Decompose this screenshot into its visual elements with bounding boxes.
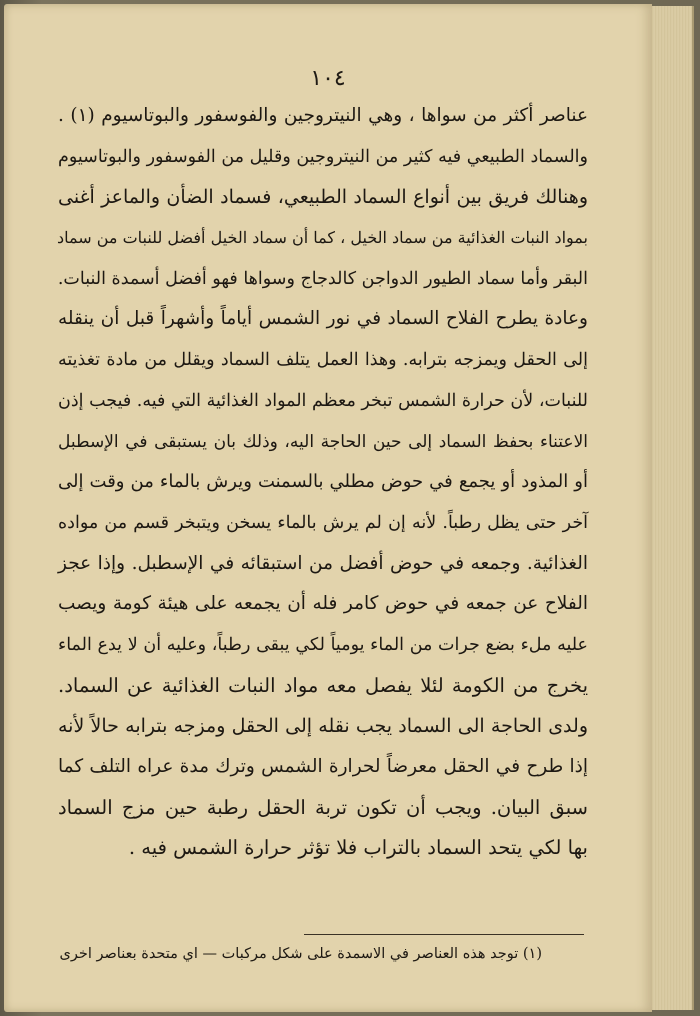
text-line: الفلاح عن جمعه في حوض كامر فله أن يجمعه على هيئة كومة ويصب: [58, 593, 588, 615]
text-line: إلى الحقل ويمزجه بترابه. وهذا العمل يتلف السماد ويقلل من مادة تغذيته: [58, 350, 588, 371]
text-line: عناصر أكثر من سواها ، وهي النيتروجين والفوسفور والبوتاسيوم (١) .: [58, 105, 588, 126]
text-line: بها لكي يتحد السماد بالتراب فلا تؤثر حرارة الشمس فيه .: [128, 836, 588, 860]
page-edges: [652, 6, 694, 1010]
text-line: والسماد الطبيعي فيه كثير من النيتروجين وقليل من الفوسفور والبوتاسيوم: [58, 146, 588, 167]
text-line: بمواد النبات الغذائية من سماد الخيل ، كما أن سماد الخيل أفضل للنبات من سماد: [56, 228, 588, 248]
text-line: عليه ملء بضع جرات من الماء يومياً لكي يبقى رطباً، وعليه أن لا يدع الماء: [58, 634, 588, 655]
text-line: وعادة يطرح الفلاح السماد في نور الشمس أياماً وأشهراً قبل أن ينقله: [58, 308, 588, 330]
text-line: البقر وأما سماد الطيور الدواجن كالدجاج وسواها فهو أفضل أسمدة النبات.: [57, 268, 588, 289]
text-line: إذا طرح في الحقل معرضاً لحرارة الشمس وترك مدة عراه التلف كما: [58, 756, 588, 777]
text-line: آخر حتى يظل رطباً. لأنه إن لم يرش بالماء يسخن ويتبخر قسم من مواده: [58, 512, 588, 533]
text-line: أو المذود أو يجمع في حوض مطلي بالسمنت ويرش بالماء من وقت إلى: [58, 471, 588, 493]
text-line: يخرج من الكومة لئلا يفصل معه مواد النبات الغذائية عن السماد.: [58, 673, 588, 697]
text-line: للنبات، لأن حرارة الشمس تبخر معظم المواد الغذائية التي فيه. فيجب إذن: [58, 390, 588, 411]
text-line: الغذائية. وجمعه في حوض أفضل من استبقائه في الإسطبل. وإذا عجز: [58, 552, 588, 574]
text-line: وهنالك فريق بين أنواع السماد الطبيعي، فسماد الضأن والماعز أغنى: [58, 186, 588, 209]
footnote-divider: [304, 934, 584, 935]
footnote: (١) توجد هذه العناصر في الاسمدة على شكل مركبات — اي متحدة بعناصر اخرى: [59, 946, 542, 962]
text-line: ولدى الحاجة الى السماد يجب نقله إلى الحقل ومزجه بترابه حالاً لأنه: [58, 715, 588, 738]
text-line: الاعتناء بحفظ السماد إلى حين الحاجة اليه، وذلك بان يستبقى في الإسطبل: [58, 431, 588, 452]
book-page: [4, 4, 652, 1012]
body-text: [58, 96, 588, 926]
text-line: سبق البيان. ويجب أن تكون تربة الحقل رطبة حين مزج السماد: [58, 795, 588, 819]
page-number: ١٠٤: [310, 66, 346, 91]
